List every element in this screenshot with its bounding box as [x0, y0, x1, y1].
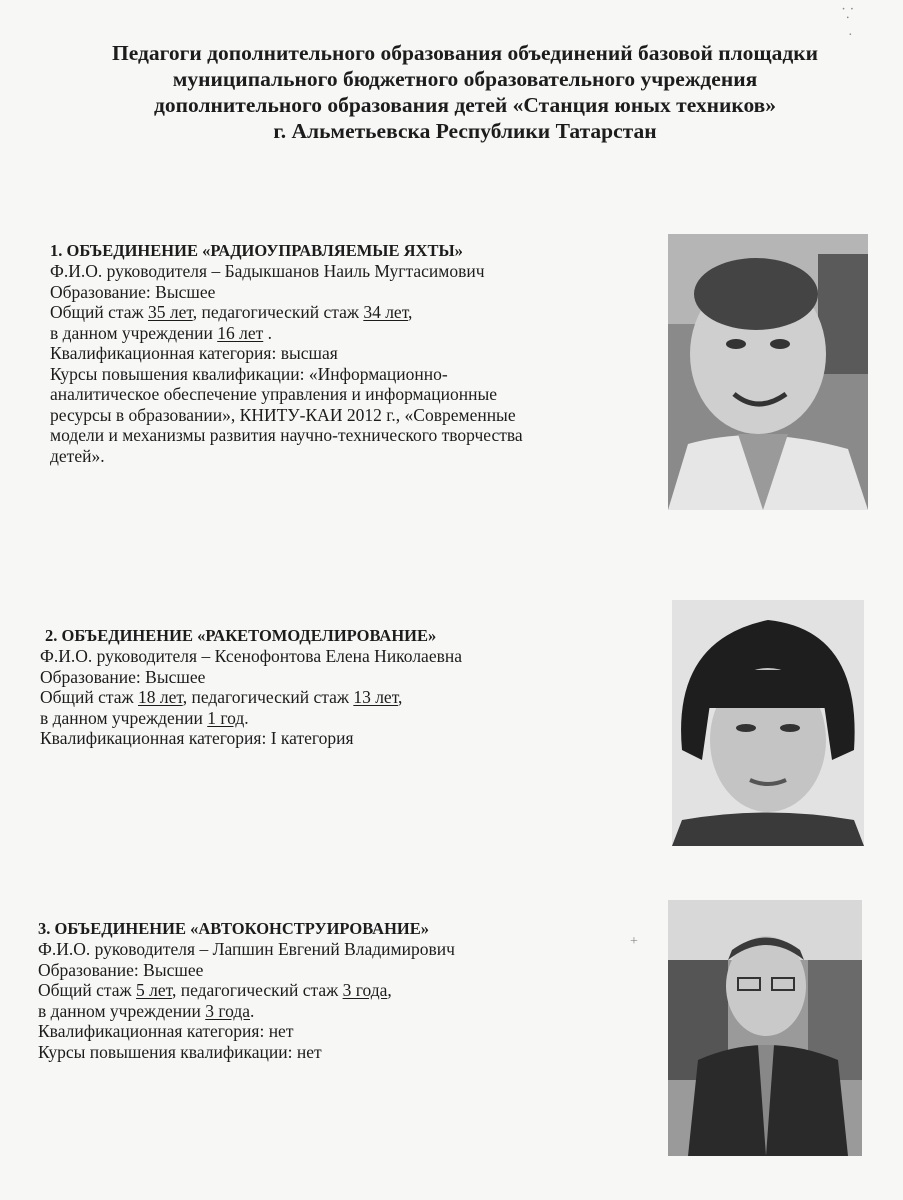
total-experience: 18 лет [138, 687, 183, 707]
title-line: дополнительного образования детей «Станция юных техников» [153, 93, 777, 117]
institution-experience-line: в данном учреждении 16 лет . [50, 322, 272, 343]
total-experience: 35 лет [148, 302, 193, 322]
education: Образование: Высшее [40, 666, 206, 687]
education: Образование: Высшее [38, 959, 204, 980]
leader-photo-3 [668, 900, 862, 1156]
qualification-category: Квалификационная категория: I категория [40, 728, 354, 748]
title-line: Педагоги дополнительного образования объединений базовой площадки [112, 41, 818, 65]
qualification-category: Квалификационная категория: высшая [50, 343, 338, 363]
experience-line: Общий стаж 5 лет, педагогический стаж 3 года, [38, 980, 392, 1000]
pedagogical-experience: 13 лет [353, 687, 399, 707]
title-line: г. Альметьевска Республики Татарстан [273, 119, 657, 143]
institution-experience: 1 год [207, 707, 245, 728]
qualification-category: Квалификационная категория: нет [38, 1021, 294, 1041]
institution-experience-line: в данном учреждении 3 года. [38, 1000, 255, 1021]
institution-experience-line: в данном учреждении 1 год. [40, 707, 249, 728]
courses: Курсы повышения квалификации: нет [38, 1041, 322, 1062]
section-heading: 3. ОБЪЕДИНЕНИЕ «АВТОКОНСТРУИРОВАНИЕ» [38, 919, 430, 938]
title-line: муниципального бюджетного образовательного учреждения [172, 67, 758, 91]
total-experience: 5 лет [136, 980, 172, 1000]
scan-mark: + [630, 934, 638, 949]
institution-experience: 3 года [205, 1000, 251, 1021]
scan-mark: · [848, 28, 853, 43]
pedagogical-experience: 3 года [342, 980, 388, 1000]
section-rocket-modeling [40, 625, 640, 749]
leader-photo-2 [672, 600, 864, 846]
pedagogical-experience: 34 лет [363, 302, 409, 322]
courses: Курсы повышения квалификации: «Информационно- аналитическое обеспечение управления и информационные ресурсы в образовании», КНИТУ-КАИ 2012 г., «Современные модели и механизмы развития научно-технического творчества детей». [50, 363, 523, 466]
education: Образование: Высшее [50, 281, 216, 302]
leader-name: Ф.И.О. руководителя – Лапшин Евгений Владимирович [38, 939, 455, 959]
leader-name: Ф.И.О. руководителя – Ксенофонтова Елена Николаевна [40, 646, 462, 666]
section-heading: 2. ОБЪЕДИНЕНИЕ «РАКЕТОМОДЕЛИРОВАНИЕ» [45, 626, 437, 645]
leader-photo-1 [668, 234, 868, 510]
section-yachts [50, 240, 650, 466]
scan-mark: ⸪ [842, 7, 854, 22]
document-title [20, 40, 903, 144]
section-auto-construction [38, 918, 638, 1062]
section-heading: 1. ОБЪЕДИНЕНИЕ «РАДИОУПРАВЛЯЕМЫЕ ЯХТЫ» [50, 241, 463, 260]
experience-line: Общий стаж 35 лет, педагогический стаж 34 лет, [50, 302, 413, 322]
experience-line: Общий стаж 18 лет, педагогический стаж 13 лет, [40, 687, 403, 707]
institution-experience: 16 лет [217, 322, 264, 343]
leader-name: Ф.И.О. руководителя – Бадыкшанов Наиль Мугтасимович [50, 261, 485, 281]
